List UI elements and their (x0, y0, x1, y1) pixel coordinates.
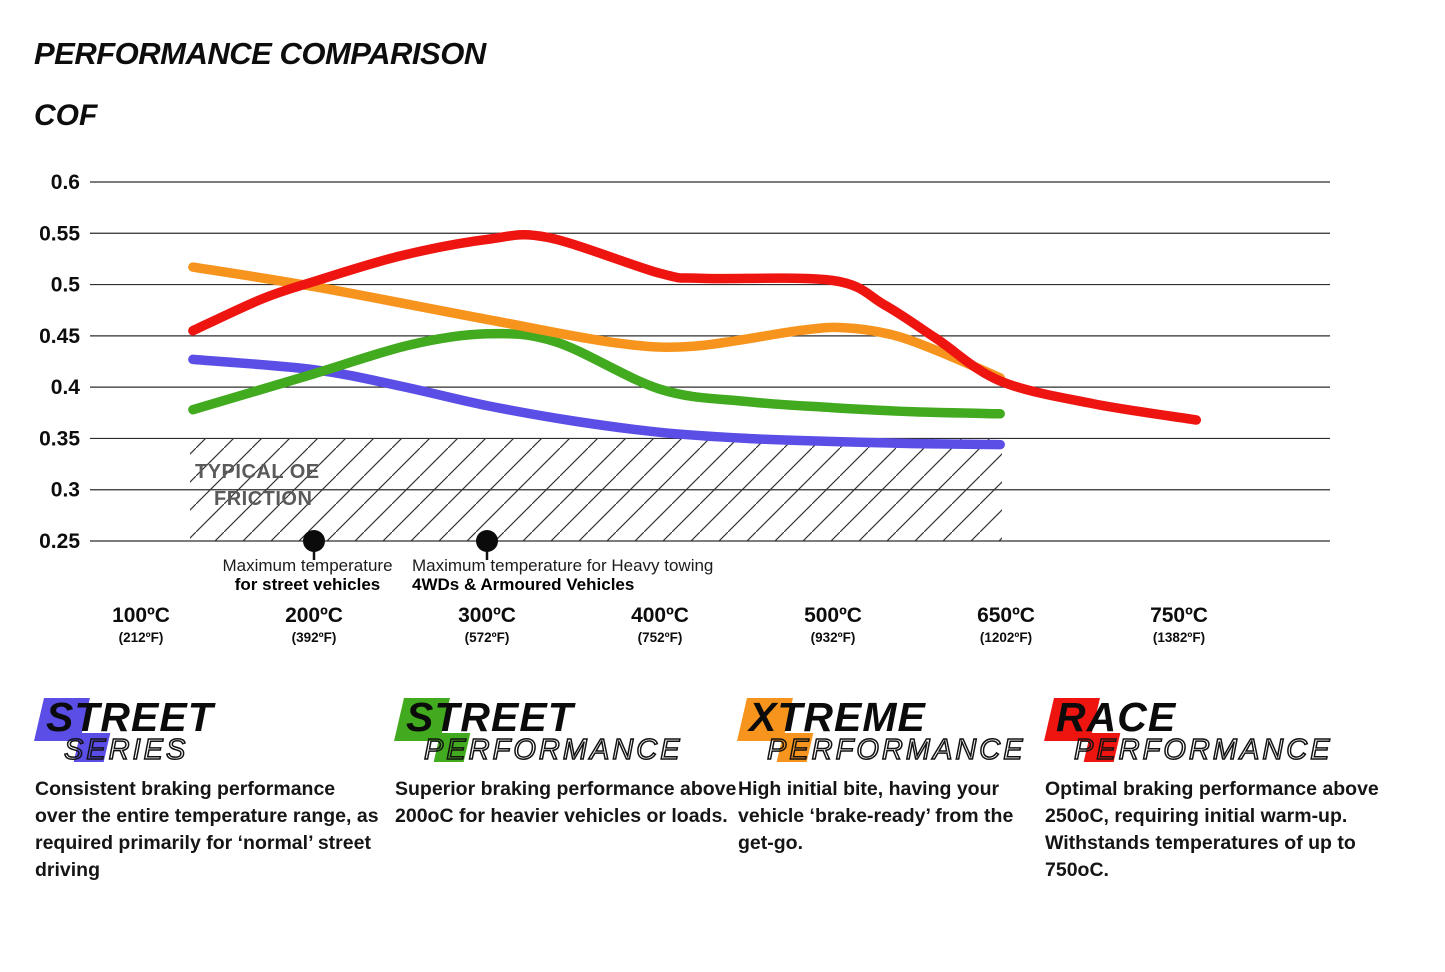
x-tick-celsius: 650ºC (977, 604, 1035, 627)
product-description: Consistent braking performance over the entire temperature range, as required primarily for ‘normal’ street driving (35, 778, 379, 881)
x-tick-celsius: 100ºC (112, 604, 170, 627)
x-tick-label (631, 604, 689, 645)
x-tick-fahrenheit: (392ºF) (291, 630, 337, 645)
race-performance-logo (1045, 694, 1395, 768)
typical-oe-friction-label (195, 459, 320, 513)
y-tick-label: 0.55 (39, 222, 80, 246)
marker-label-street-line2: for street vehicles (234, 575, 381, 594)
logo-wordmark: STREET (46, 694, 214, 740)
logo-wordmark: RACE (1056, 694, 1177, 740)
y-tick-label: 0.35 (39, 427, 80, 451)
logo-subword: SERIES (64, 734, 189, 766)
logo-subword: PERFORMANCE (424, 734, 683, 766)
x-tick-fahrenheit: (1382ºF) (1152, 630, 1206, 645)
x-tick-label (1150, 604, 1208, 645)
x-tick-label (804, 604, 862, 645)
x-tick-celsius: 500ºC (804, 604, 862, 627)
x-tick-label (285, 604, 343, 645)
marker-label-towing-line1: Maximum temperature for Heavy towing (412, 556, 714, 575)
marker-label-street-vehicles (195, 556, 420, 594)
y-tick-label: 0.45 (39, 324, 80, 348)
marker-label-towing-line2: 4WDs & Armoured Vehicles (412, 575, 635, 594)
x-tick-fahrenheit: (212ºF) (118, 630, 164, 645)
x-tick-label (112, 604, 170, 645)
typical-oe-friction-line2: FRICTION (214, 488, 313, 510)
y-tick-label: 0.4 (50, 376, 80, 400)
max-temp-marker (303, 530, 325, 552)
max-temp-marker (476, 530, 498, 552)
y-tick-label: 0.25 (39, 530, 80, 553)
logo-wordmark: XTREME (749, 694, 926, 740)
x-tick-celsius: 400ºC (631, 604, 689, 627)
marker-label-heavy-towing (412, 556, 713, 594)
x-tick-fahrenheit: (1202ºF) (979, 630, 1033, 645)
x-tick-fahrenheit: (932ºF) (810, 630, 856, 645)
xtreme-performance-logo (738, 694, 1026, 768)
product-description: High initial bite, having your vehicle ‘brake-ready’ from the get-go. (738, 778, 1014, 854)
y-tick-label: 0.6 (50, 171, 80, 194)
typical-oe-friction-line1: TYPICAL OE (195, 461, 320, 483)
product-race-performance (1045, 694, 1395, 884)
logo-wordmark: STREET (406, 694, 574, 740)
x-tick-fahrenheit: (572ºF) (464, 630, 510, 645)
y-axis-title: COF (34, 99, 98, 132)
y-tick-label: 0.3 (50, 478, 80, 502)
product-xtreme-performance (738, 694, 1026, 857)
product-description: Optimal braking performance above 250oC, requiring initial warm-up. Withstands temperatures of up to 750oC. (1045, 778, 1379, 881)
page-title: PERFORMANCE COMPARISON (34, 36, 486, 71)
logo-subword: PERFORMANCE (1074, 734, 1333, 766)
x-tick-label (977, 604, 1035, 645)
marker-label-street-line1: Maximum temperature (222, 556, 393, 575)
x-tick-fahrenheit: (752ºF) (637, 630, 683, 645)
product-street-series (35, 694, 380, 884)
x-tick-celsius: 200ºC (285, 604, 343, 627)
product-street-performance (395, 694, 740, 830)
street-performance-logo (395, 694, 740, 768)
logo-subword: PERFORMANCE (767, 734, 1026, 766)
x-tick-celsius: 300ºC (458, 604, 516, 627)
y-tick-label: 0.5 (50, 273, 80, 297)
x-tick-label (458, 604, 516, 645)
street-series-logo (35, 694, 380, 768)
x-tick-celsius: 750ºC (1150, 604, 1208, 627)
product-description: Superior braking performance above 200oC for heavier vehicles or loads. (395, 778, 737, 827)
curve-street-performance (193, 334, 1000, 414)
